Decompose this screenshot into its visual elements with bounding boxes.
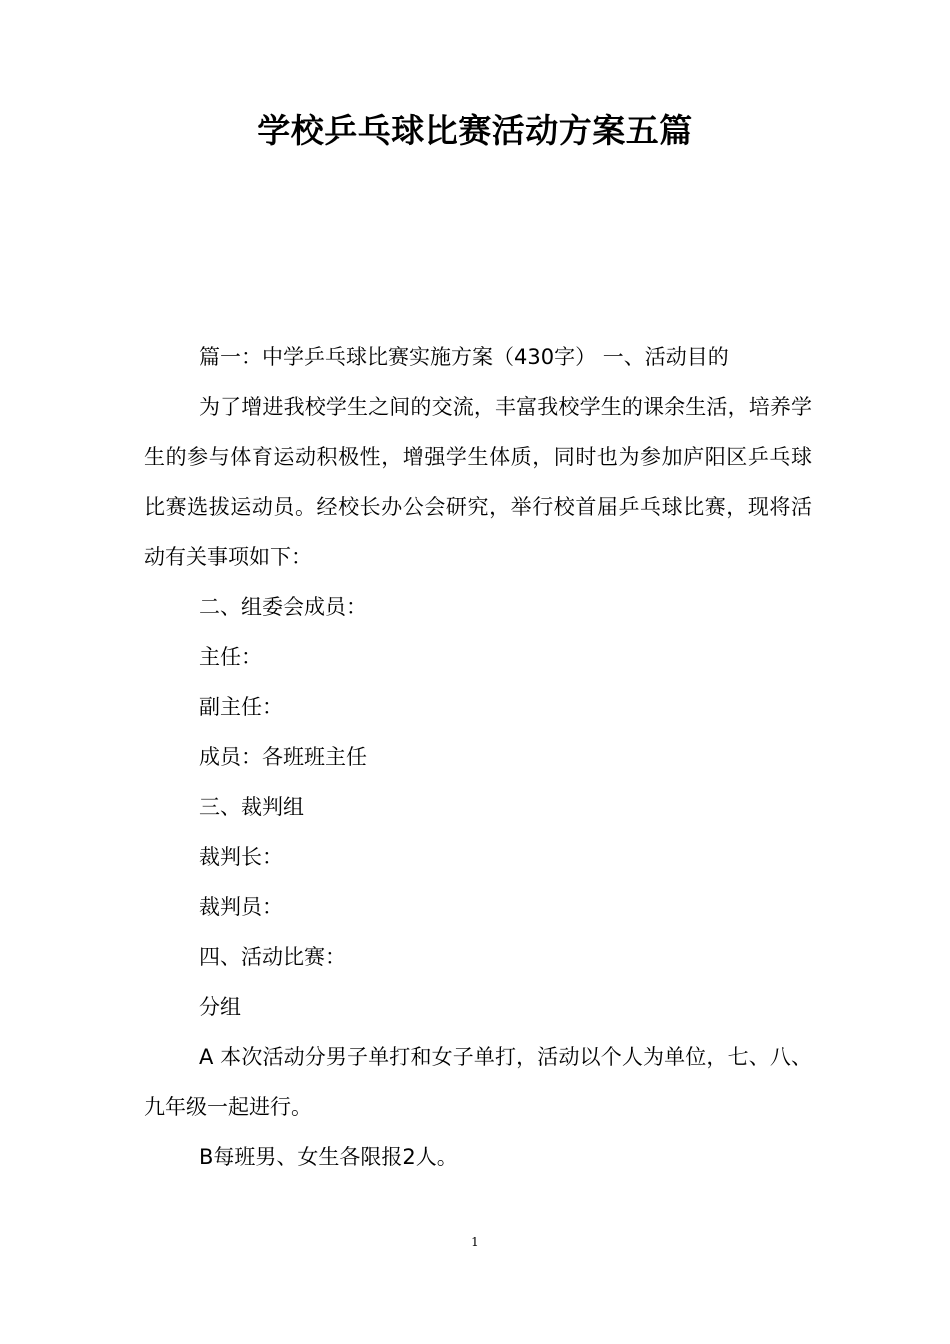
document-body [144,332,812,1182]
page-number: 1 [471,1235,479,1249]
paragraph-grouping: 分组 [199,995,241,1019]
document-title: 学校乒乓球比赛活动方案五篇 [257,111,693,150]
paragraph-item-a: A 本次活动分男子单打和女子单打，活动以个人为单位，七、八、九年级一起进行。 [144,1045,812,1119]
paragraph-chief-referee: 裁判长： [199,845,283,869]
paragraph-referees: 裁判员： [199,895,283,919]
paragraph-purpose: 为了增进我校学生之间的交流，丰富我校学生的课余生活，培养学生的参与体育运动积极性，增强学生体质，同时也为参加庐阳区乒乓球比赛选拔运动员。经校长办公会研究，举行校首届乒乓球比赛，现将活动有关事项如下： [144,395,812,569]
paragraph-members: 成员：各班班主任 [199,745,367,769]
paragraph-committee-heading: 二、组委会成员： [199,595,367,619]
paragraph-director: 主任： [199,645,262,669]
paragraph-item-b: B每班男、女生各限报2人。 [199,1145,458,1169]
paragraph-competition-heading: 四、活动比赛： [199,945,346,969]
paragraph-referee-heading: 三、裁判组 [199,795,304,819]
paragraph-section-one-heading: 篇一：中学乒乓球比赛实施方案（430字） 一、活动目的 [199,345,729,369]
paragraph-deputy-director: 副主任： [199,695,283,719]
